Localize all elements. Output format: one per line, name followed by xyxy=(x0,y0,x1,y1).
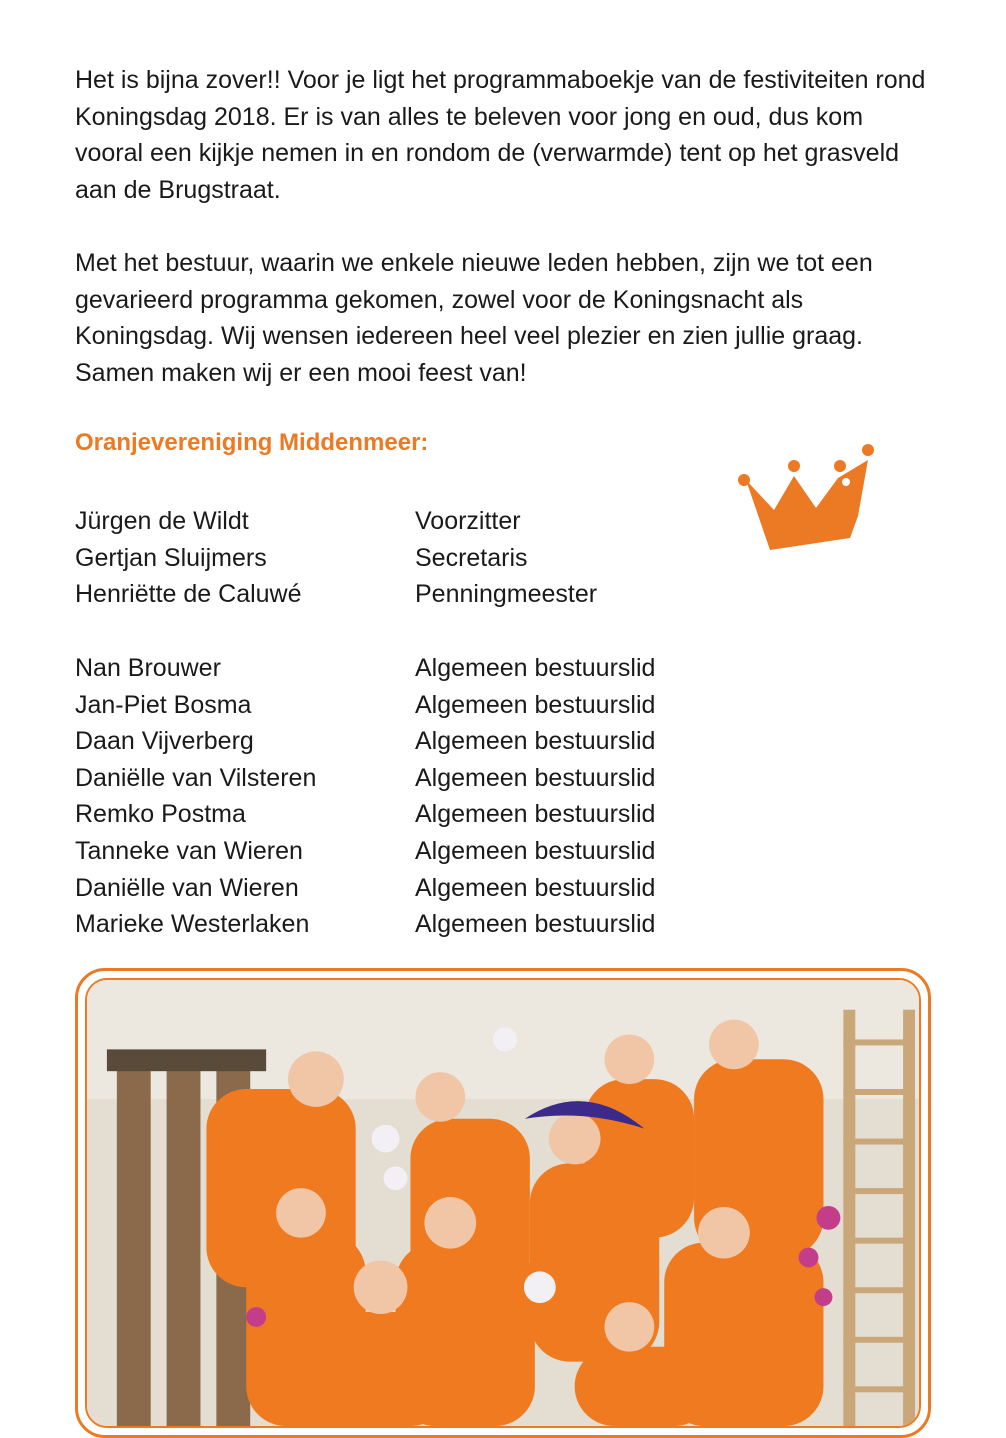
member-role: Algemeen bestuurslid xyxy=(415,727,656,756)
member-name: Daniëlle van Wieren xyxy=(75,873,299,902)
member-name: Remko Postma xyxy=(75,800,246,829)
member-role: Algemeen bestuurslid xyxy=(415,763,656,792)
member-role: Algemeen bestuurslid xyxy=(415,800,656,829)
board-row xyxy=(75,503,597,540)
member-role: Penningmeester xyxy=(415,580,598,609)
member-name: Henriëtte de Caluwé xyxy=(75,580,302,609)
member-role: Algemeen bestuurslid xyxy=(415,910,656,939)
member-role: Algemeen bestuurslid xyxy=(415,873,656,902)
crown-icon xyxy=(736,438,876,553)
board-list xyxy=(75,503,597,613)
member-row xyxy=(75,723,655,760)
member-role: Algemeen bestuurslid xyxy=(415,654,656,682)
member-name: Jan-Piet Bosma xyxy=(75,690,252,719)
member-row xyxy=(75,833,655,870)
board-row xyxy=(75,540,597,577)
group-photo xyxy=(85,978,921,1428)
organization-title: Oranjevereniging Middenmeer: xyxy=(75,429,429,456)
member-role: Algemeen bestuurslid xyxy=(415,690,656,719)
group-photo-illustration xyxy=(87,980,919,1426)
board-row xyxy=(75,576,597,613)
member-role: Algemeen bestuurslid xyxy=(415,836,656,865)
member-name: Tanneke van Wieren xyxy=(75,836,303,865)
member-name: Jürgen de Wildt xyxy=(75,507,249,535)
member-name: Gertjan Sluijmers xyxy=(75,543,267,572)
member-name: Daniëlle van Vilsteren xyxy=(75,763,317,792)
member-row xyxy=(75,650,655,687)
member-role: Secretaris xyxy=(415,543,528,572)
member-role: Voorzitter xyxy=(415,507,521,535)
members-list xyxy=(75,650,655,943)
member-name: Marieke Westerlaken xyxy=(75,910,310,939)
member-name: Nan Brouwer xyxy=(75,654,221,682)
intro-paragraph-1: Het is bijna zover!! Voor je ligt het programmaboekje van de festiviteiten rond Koningsdag 2018. Er is van alles te beleven voor jong en oud, dus kom vooral een kijkje nemen in en rondom de (verwarmde) tent op het grasveld aan de Brugstraat. xyxy=(75,66,926,204)
group-photo-frame xyxy=(75,968,931,1438)
member-row xyxy=(75,870,655,907)
member-name: Daan Vijverberg xyxy=(75,727,254,756)
member-row xyxy=(75,687,655,724)
member-row xyxy=(75,906,655,943)
intro-paragraph-2: Met het bestuur, waarin we enkele nieuwe leden hebben, zijn we tot een gevarieerd programma gekomen, zowel voor de Koningsnacht als Koningsdag. Wij wensen iedereen heel veel plezier en zien jullie graag. Samen maken wij er een mooi feest van! xyxy=(75,248,873,387)
member-row xyxy=(75,796,655,833)
member-row xyxy=(75,760,655,797)
intro-text xyxy=(75,62,935,391)
